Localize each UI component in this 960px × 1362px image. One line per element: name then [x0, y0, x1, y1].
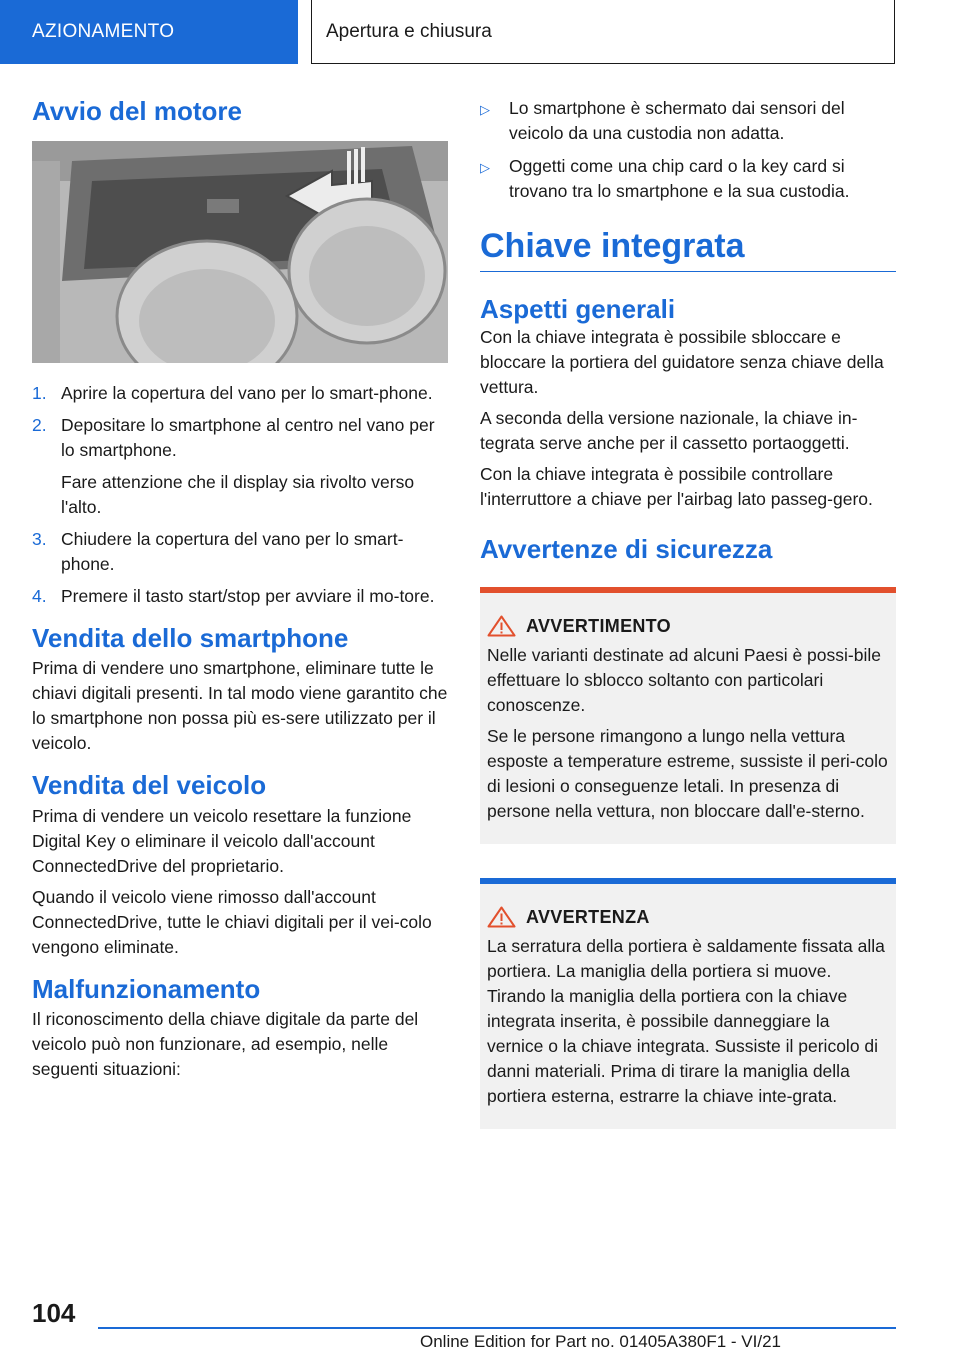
- list-item: [480, 154, 896, 204]
- paragraph: Quando il veicolo viene rimosso dall'account ConnectedDrive, tutte le chiavi digitali per il vei-colo vengono eliminate.: [32, 886, 432, 957]
- list-item: [32, 413, 448, 520]
- step-text: Depositare lo smartphone al centro nel vano per lo smartphone.: [61, 415, 435, 461]
- left-column: [32, 96, 448, 1082]
- page-header-title: Apertura e chiusura: [311, 0, 895, 64]
- paragraph: Prima di vendere un veicolo resettare la funzione Digital Key o eliminare il veicolo dall'account ConnectedDrive del proprietario.: [32, 805, 412, 876]
- warning-triangle-icon: [487, 615, 516, 637]
- step-text: Aprire la copertura del vano per lo smart-phone.: [61, 383, 433, 404]
- chapter-heading: Chiave integrata: [480, 227, 745, 265]
- paragraph: Con la chiave integrata è possibile controllare l'interruttore a chiave per l'airbag lato passeg-gero.: [480, 463, 873, 509]
- heading-general: Aspetti generali: [480, 293, 676, 324]
- right-column: [480, 96, 896, 1129]
- step-number: 3.: [32, 529, 47, 550]
- chapter-heading-wrap: [480, 226, 896, 272]
- section-sale-phone: [32, 623, 448, 756]
- warning-label: AVVERTIMENTO: [526, 615, 671, 636]
- bullet-text: Lo smartphone è schermato dai sensori del veicolo da una custodia non adatta.: [509, 98, 845, 143]
- car-console-photo: [32, 141, 448, 363]
- steps-list: [32, 381, 448, 609]
- heading-malfunction: Malfunzionamento: [32, 973, 261, 1004]
- footer-edition: Online Edition for Part no. 01405A380F1 - VI/21: [420, 1332, 782, 1351]
- section-general: [480, 294, 896, 512]
- step-number: 2.: [32, 415, 47, 436]
- bullet-list: [480, 96, 896, 204]
- warning-box-blue: [480, 878, 896, 1129]
- step-text: Premere il tasto start/stop per avviare il mo-tore.: [61, 586, 435, 607]
- step-number: 4.: [32, 586, 47, 607]
- step-text: Chiudere la copertura del vano per lo smart-phone.: [61, 529, 404, 575]
- chapter-tab: AZIONAMENTO: [0, 0, 298, 64]
- paragraph: Con la chiave integrata è possibile sbloccare e bloccare la portiera del guidatore senza chiave della vettura.: [480, 326, 884, 397]
- page-number: 104: [32, 1298, 76, 1328]
- list-item: [32, 584, 448, 609]
- bullet-text: Oggetti come una chip card o la key card si trovano tra lo smartphone e la sua custodia.: [509, 156, 850, 201]
- heading-sale-vehicle: Vendita del veicolo: [32, 770, 267, 801]
- list-item: [32, 381, 448, 406]
- paragraph: Il riconoscimento della chiave digitale da parte del veicolo può non funzionare, ad esempio, nelle seguenti situazioni:: [32, 1008, 419, 1079]
- heading-sale-phone: Vendita dello smartphone: [32, 623, 349, 654]
- section-malfunction: [32, 974, 448, 1082]
- footer-rule: [98, 1327, 896, 1329]
- step-number: 1.: [32, 383, 47, 404]
- heading-engine-start: Avvio del motore: [32, 96, 242, 126]
- step-note: Fare attenzione che il display sia rivolto verso l'alto.: [61, 472, 415, 518]
- paragraph: Se le persone rimangono a lungo nella vettura esposte a temperature estreme, sussiste il peri-colo di lesioni o conseguenze letali. In presenza di persone nella vettura, non bloccare dall'e-sterno.: [487, 726, 888, 822]
- section-sale-vehicle: [32, 770, 448, 959]
- warning-box-red: [480, 587, 896, 844]
- list-item: [480, 96, 896, 146]
- paragraph: A seconda della versione nazionale, la chiave in-tegrata serve anche per il cassetto portaoggetti.: [480, 407, 858, 453]
- heading-safety: Avvertenze di sicurezza: [480, 533, 773, 564]
- triangle-bullet-icon: ▷: [480, 102, 490, 117]
- list-item: [32, 527, 448, 577]
- paragraph: Nelle varianti destinate ad alcuni Paesi è possi-bile effettuare lo sblocco soltanto con particolari conoscenze.: [487, 645, 881, 716]
- paragraph: Prima di vendere uno smartphone, eliminare tutte le chiavi digitali presenti. In tal modo viene garantito che lo smartphone non possa più es-sere utilizzato per il veicolo.: [32, 658, 448, 754]
- warning-label: AVVERTENZA: [526, 906, 650, 927]
- warning-triangle-icon: [487, 906, 516, 928]
- triangle-bullet-icon: ▷: [480, 160, 490, 175]
- paragraph: La serratura della portiera è saldamente fissata alla portiera. La maniglia della portiera si muove. Tirando la maniglia della portiera con la chiave integrata inserita, è possibile danneggiare la vernice o la chiave integrata. Sussiste il pericolo di danni materiali. Prima di tirare la maniglia della portiera esterna, estrarre la chiave inte-grata.: [487, 936, 885, 1107]
